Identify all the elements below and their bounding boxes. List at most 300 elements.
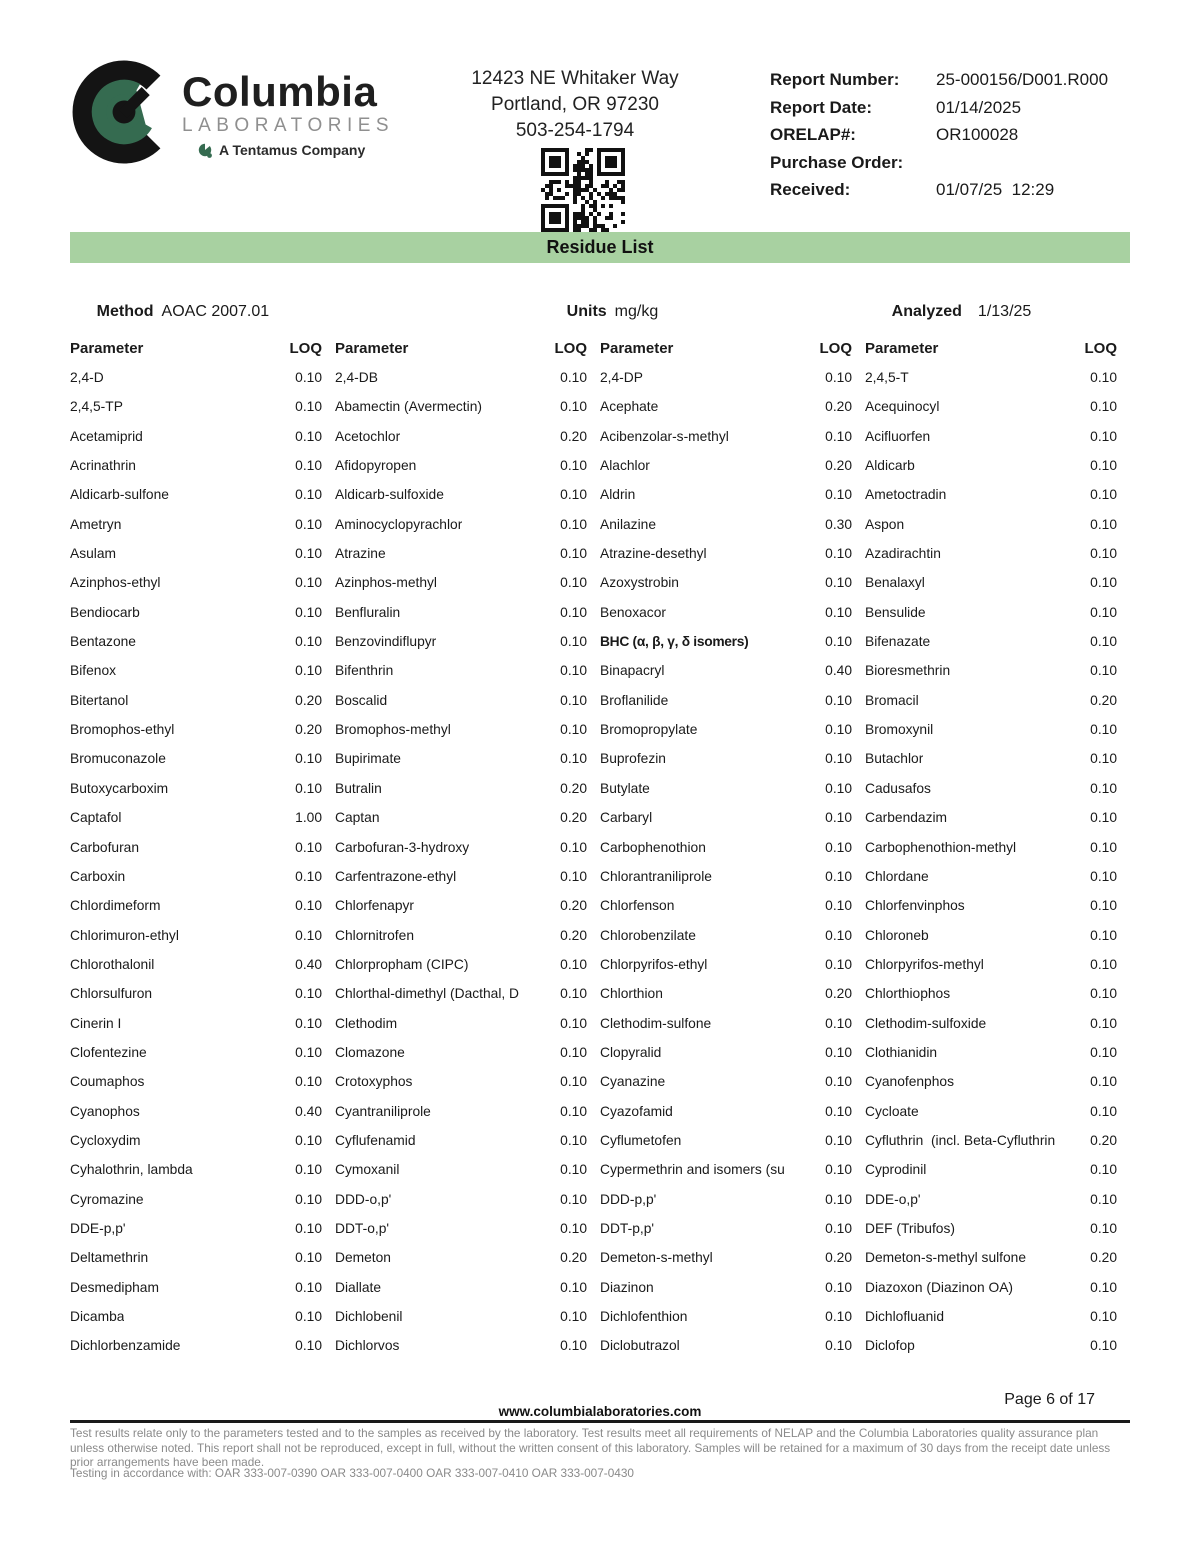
parameter-name: Clopyralid bbox=[600, 1044, 662, 1060]
table-row bbox=[865, 810, 1117, 839]
parameter-name: Chlorfenapyr bbox=[335, 898, 414, 914]
parameter-name: Chlorfenson bbox=[600, 898, 675, 914]
loq-value: 0.10 bbox=[825, 604, 852, 620]
table-row bbox=[865, 1338, 1117, 1367]
report-field-label: Received: bbox=[770, 180, 851, 199]
table-row bbox=[865, 751, 1117, 780]
qr-code bbox=[541, 148, 625, 232]
loq-value: 0.10 bbox=[295, 1338, 322, 1354]
table-row bbox=[865, 840, 1117, 869]
parameter-name: DDD-o,p' bbox=[335, 1191, 392, 1207]
parameter-name: Acequinocyl bbox=[865, 399, 940, 415]
loq-value: 0.10 bbox=[295, 986, 322, 1002]
loq-value: 0.10 bbox=[825, 634, 852, 650]
table-row bbox=[865, 605, 1117, 634]
parameter-name: Diazoxon (Diazinon OA) bbox=[865, 1279, 1013, 1295]
parameter-name: Cyflufenamid bbox=[335, 1132, 416, 1148]
loq-value: 0.20 bbox=[1090, 692, 1117, 708]
loq-value: 0.10 bbox=[1090, 370, 1117, 385]
table-row bbox=[335, 634, 587, 663]
website-text: www.columbialaboratories.com bbox=[498, 1404, 702, 1419]
parameter-name: Cyazofamid bbox=[600, 1103, 673, 1119]
table-row bbox=[70, 1162, 322, 1191]
loq-value: 0.10 bbox=[560, 839, 587, 855]
table-row bbox=[70, 751, 322, 780]
table-row bbox=[865, 517, 1117, 546]
table-row bbox=[335, 1338, 587, 1367]
table-row bbox=[70, 429, 322, 458]
loq-value: 0.10 bbox=[295, 1074, 322, 1090]
table-row bbox=[600, 1280, 852, 1309]
parameter-name: Cyfluthrin (incl. Beta-Cyfluthrin bbox=[865, 1132, 1056, 1148]
column-header-row bbox=[70, 340, 322, 370]
report-field-label: Report Number: bbox=[770, 70, 900, 89]
parameter-name: Chlorthiophos bbox=[865, 986, 951, 1002]
table-row bbox=[335, 840, 587, 869]
report-info bbox=[770, 70, 1108, 208]
table-row bbox=[70, 458, 322, 487]
table-row bbox=[600, 575, 852, 604]
loq-value: 0.10 bbox=[825, 722, 852, 738]
loq-value: 0.10 bbox=[560, 634, 587, 650]
parameter-name: DDD-p,p' bbox=[600, 1191, 657, 1207]
parameter-name: Chlorpyrifos-methyl bbox=[865, 956, 984, 972]
parameter-name: Boscalid bbox=[335, 692, 388, 708]
loq-value: 0.10 bbox=[1090, 1220, 1117, 1236]
loq-value: 0.10 bbox=[560, 546, 587, 562]
table-row bbox=[865, 1133, 1117, 1162]
loq-value: 0.10 bbox=[825, 1162, 852, 1178]
parameter-name: 2,4-DP bbox=[600, 370, 643, 385]
parameter-name: Bendiocarb bbox=[70, 604, 140, 620]
parameter-name: Desmedipham bbox=[70, 1279, 159, 1295]
parameter-name: Aldicarb-sulfoxide bbox=[335, 487, 444, 503]
loq-value: 0.20 bbox=[560, 428, 587, 444]
loq-value: 0.10 bbox=[1090, 546, 1117, 562]
parameter-name: Azoxystrobin bbox=[600, 575, 679, 591]
parameter-name: Bitertanol bbox=[70, 692, 129, 708]
table-row bbox=[600, 1016, 852, 1045]
loq-value: 0.40 bbox=[295, 1103, 322, 1119]
leaf-icon bbox=[198, 143, 213, 158]
column-header-row bbox=[335, 340, 587, 370]
parameter-name: Anilazine bbox=[600, 516, 656, 532]
loq-value: 0.10 bbox=[295, 663, 322, 679]
report-info-row bbox=[770, 98, 1108, 126]
loq-value: 0.10 bbox=[825, 868, 852, 884]
report-info-row bbox=[770, 153, 1108, 181]
column-header-row bbox=[865, 340, 1117, 370]
table-row bbox=[335, 1192, 587, 1221]
report-field-label: ORELAP#: bbox=[770, 125, 856, 144]
parameter-name: Clethodim-sulfoxide bbox=[865, 1015, 987, 1031]
parameter-name: Bifenthrin bbox=[335, 663, 394, 679]
loq-value: 0.10 bbox=[825, 546, 852, 562]
table-row bbox=[600, 781, 852, 810]
parameter-name: Cycloate bbox=[865, 1103, 919, 1119]
residue-column-1 bbox=[70, 340, 322, 1368]
table-row bbox=[600, 546, 852, 575]
loq-value: 0.10 bbox=[560, 663, 587, 679]
table-row bbox=[600, 487, 852, 516]
table-row bbox=[335, 898, 587, 927]
loq-value: 0.10 bbox=[560, 575, 587, 591]
parameter-name: 2,4,5-T bbox=[865, 370, 909, 385]
table-row bbox=[865, 1016, 1117, 1045]
loq-value: 0.10 bbox=[560, 370, 587, 385]
parameter-name: Cymoxanil bbox=[335, 1162, 400, 1178]
table-row bbox=[70, 928, 322, 957]
loq-value: 0.40 bbox=[825, 663, 852, 679]
table-row bbox=[865, 928, 1117, 957]
report-field-label: Report Date: bbox=[770, 97, 873, 117]
parameter-name: Captan bbox=[335, 810, 380, 826]
loq-value: 0.10 bbox=[825, 692, 852, 708]
parameter-name: Cyanophos bbox=[70, 1103, 140, 1119]
parameter-name: DDT-p,p' bbox=[600, 1220, 655, 1236]
loq-value: 0.10 bbox=[1090, 1015, 1117, 1031]
loq-value: 0.10 bbox=[295, 575, 322, 591]
loq-value: 0.10 bbox=[825, 839, 852, 855]
parameter-name: Cypermethrin and isomers (su bbox=[600, 1162, 785, 1178]
parameter-name: Dichlobenil bbox=[335, 1309, 403, 1324]
table-row bbox=[865, 1309, 1117, 1338]
table-row bbox=[335, 429, 587, 458]
parameter-name: Demeton-s-methyl sulfone bbox=[865, 1250, 1027, 1266]
loq-value: 0.10 bbox=[560, 751, 587, 767]
parameter-name: Cyromazine bbox=[70, 1191, 144, 1207]
residue-list-banner: Residue List bbox=[70, 232, 1130, 263]
loq-value: 0.10 bbox=[825, 1279, 852, 1295]
parameter-name: Coumaphos bbox=[70, 1074, 145, 1090]
table-row bbox=[70, 986, 322, 1015]
loq-value: 0.10 bbox=[295, 458, 322, 474]
parameter-name: Clomazone bbox=[335, 1044, 405, 1060]
loq-value: 0.10 bbox=[1090, 399, 1117, 415]
table-row bbox=[335, 957, 587, 986]
loq-value: 0.10 bbox=[1090, 458, 1117, 474]
table-row bbox=[600, 957, 852, 986]
table-row bbox=[70, 487, 322, 516]
parameter-name: Chlorfenvinphos bbox=[865, 898, 965, 914]
table-row bbox=[70, 399, 322, 428]
residue-column-4 bbox=[865, 340, 1117, 1368]
table-row bbox=[335, 781, 587, 810]
parameter-name: Chlorthion bbox=[600, 986, 663, 1002]
table-row bbox=[335, 928, 587, 957]
parameter-name: Clofentezine bbox=[70, 1044, 147, 1060]
loq-value: 0.10 bbox=[825, 1103, 852, 1119]
loq-value: 0.10 bbox=[295, 546, 322, 562]
loq-value: 0.10 bbox=[825, 1074, 852, 1090]
table-row bbox=[335, 693, 587, 722]
table-row bbox=[600, 429, 852, 458]
table-row bbox=[70, 1309, 322, 1338]
parameter-name: Aspon bbox=[865, 516, 905, 532]
loq-value: 0.10 bbox=[825, 1015, 852, 1031]
parameter-name: Dicamba bbox=[70, 1309, 125, 1324]
parameter-name: Cadusafos bbox=[865, 780, 931, 796]
table-row bbox=[70, 1016, 322, 1045]
loq-value: 0.10 bbox=[825, 1044, 852, 1060]
loq-value: 0.10 bbox=[1090, 1279, 1117, 1295]
loq-value: 0.10 bbox=[1090, 868, 1117, 884]
parameter-name: Cyprodinil bbox=[865, 1162, 927, 1178]
loq-value: 0.10 bbox=[295, 1132, 322, 1148]
loq-value: 0.10 bbox=[1090, 1074, 1117, 1090]
lab-address bbox=[433, 66, 717, 144]
parameter-name: Captafol bbox=[70, 810, 122, 826]
parameter-name: DDE-o,p' bbox=[865, 1191, 921, 1207]
report-info-row bbox=[770, 70, 1108, 98]
table-row bbox=[600, 634, 852, 663]
parameter-name: Chlorobenzilate bbox=[600, 927, 696, 943]
table-row bbox=[70, 869, 322, 898]
loq-value: 0.10 bbox=[1090, 663, 1117, 679]
parameter-name: Aldicarb-sulfone bbox=[70, 487, 169, 503]
table-row bbox=[335, 1309, 587, 1338]
parameter-name: Bifenox bbox=[70, 663, 117, 679]
residue-column-2 bbox=[335, 340, 587, 1368]
parameter-name: Cyanazine bbox=[600, 1074, 666, 1090]
loq-value: 0.10 bbox=[560, 1044, 587, 1060]
loq-value: 0.10 bbox=[1090, 898, 1117, 914]
table-row bbox=[70, 957, 322, 986]
loq-value: 0.10 bbox=[825, 370, 852, 385]
parameter-name: Diclobutrazol bbox=[600, 1338, 680, 1354]
parameter-name: Butachlor bbox=[865, 751, 924, 767]
header-logo bbox=[72, 60, 394, 164]
table-row bbox=[600, 928, 852, 957]
loq-value: 0.20 bbox=[1090, 1250, 1117, 1266]
loq-value: 0.10 bbox=[1090, 1044, 1117, 1060]
table-row bbox=[865, 986, 1117, 1015]
analyzed-value: 1/13/25 bbox=[977, 303, 1032, 320]
loq-value: 0.10 bbox=[825, 751, 852, 767]
table-row bbox=[70, 1045, 322, 1074]
table-row bbox=[70, 1192, 322, 1221]
parameter-name: Chlorantraniliprole bbox=[600, 868, 712, 884]
loq-value: 0.10 bbox=[560, 1103, 587, 1119]
residue-column-3 bbox=[600, 340, 852, 1368]
table-row bbox=[865, 957, 1117, 986]
parameter-name: Butralin bbox=[335, 780, 382, 796]
loq-value: 0.10 bbox=[1090, 927, 1117, 943]
table-row bbox=[865, 1104, 1117, 1133]
parameter-name: Cyflumetofen bbox=[600, 1132, 682, 1148]
table-row bbox=[600, 869, 852, 898]
loq-value: 0.10 bbox=[825, 1220, 852, 1236]
table-row bbox=[600, 517, 852, 546]
parameter-name: Chlorsulfuron bbox=[70, 986, 153, 1002]
loq-value: 0.20 bbox=[560, 780, 587, 796]
method-field bbox=[70, 285, 269, 339]
loq-value: 0.10 bbox=[1090, 634, 1117, 650]
address-line-1: 12423 NE Whitaker Way bbox=[471, 68, 679, 89]
column-header-parameter: Parameter bbox=[335, 340, 409, 357]
loq-value: 0.10 bbox=[1090, 986, 1117, 1002]
disclaimer-text: Test results relate only to the parameters tested and to the samples as received by the laboratory. Test results meet all requirements of NELAP and the Columbia Laboratories quality assurance plan unless otherwise noted. This report shall not be reproduced, except in full, without the written consent of this laboratory. Samples will be retained for a maximum of 30 days from the receipt date unless prior arrangements have been made. bbox=[70, 1426, 1111, 1470]
loq-value: 0.10 bbox=[295, 1044, 322, 1060]
loq-value: 0.10 bbox=[295, 604, 322, 620]
parameter-name: Acifluorfen bbox=[865, 428, 931, 444]
loq-value: 0.10 bbox=[560, 1132, 587, 1148]
parameter-name: Carbophenothion bbox=[600, 839, 706, 855]
loq-value: 0.10 bbox=[560, 692, 587, 708]
loq-value: 0.10 bbox=[560, 1220, 587, 1236]
loq-value: 0.10 bbox=[1090, 956, 1117, 972]
loq-value: 0.10 bbox=[295, 1309, 322, 1324]
loq-value: 0.10 bbox=[825, 956, 852, 972]
parameter-name: Carbofuran-3-hydroxy bbox=[335, 839, 470, 855]
table-row bbox=[70, 898, 322, 927]
loq-value: 0.10 bbox=[295, 1279, 322, 1295]
parameter-name: Benfluralin bbox=[335, 604, 401, 620]
parameter-name: Buprofezin bbox=[600, 751, 666, 767]
loq-value: 0.20 bbox=[560, 927, 587, 943]
loq-value: 0.20 bbox=[825, 1250, 852, 1266]
parameter-name: Bromopropylate bbox=[600, 722, 698, 738]
parameter-name: Diclofop bbox=[865, 1338, 915, 1354]
page-number: Page 6 of 17 bbox=[1004, 1391, 1095, 1408]
parameter-name: Diallate bbox=[335, 1279, 382, 1295]
loq-value: 0.10 bbox=[560, 1162, 587, 1178]
parameter-name: Acephate bbox=[600, 399, 659, 415]
loq-value: 0.10 bbox=[1090, 722, 1117, 738]
report-field-value: 01/14/2025 bbox=[936, 97, 1022, 117]
table-row bbox=[600, 399, 852, 428]
loq-value: 0.10 bbox=[1090, 516, 1117, 532]
parameter-name: Carbendazim bbox=[865, 810, 948, 826]
loq-value: 0.10 bbox=[825, 810, 852, 826]
loq-value: 0.10 bbox=[1090, 780, 1117, 796]
parameter-name: Bromophos-ethyl bbox=[70, 722, 175, 738]
parameter-name: Cinerin I bbox=[70, 1015, 122, 1031]
loq-value: 0.10 bbox=[825, 898, 852, 914]
parameter-name: Dichlorbenzamide bbox=[70, 1338, 181, 1354]
loq-value: 0.10 bbox=[295, 898, 322, 914]
loq-value: 0.10 bbox=[295, 780, 322, 796]
accordance-text: Testing in accordance with: OAR 333-007-0390 OAR 333-007-0400 OAR 333-007-0410 OAR 333-007-0430 bbox=[70, 1466, 634, 1480]
table-row bbox=[600, 1250, 852, 1279]
table-row bbox=[70, 517, 322, 546]
parameter-name: Chlordane bbox=[865, 868, 929, 884]
analyzed-field bbox=[865, 285, 1031, 339]
parameter-name: Aldrin bbox=[600, 487, 636, 503]
table-row bbox=[600, 370, 852, 399]
parameter-name: Acrinathrin bbox=[70, 458, 136, 474]
analyzed-label: Analyzed bbox=[891, 303, 962, 320]
report-field-value: 25-000156/D001.R000 bbox=[936, 70, 1109, 89]
column-header-loq: LOQ bbox=[819, 340, 852, 357]
table-row bbox=[70, 575, 322, 604]
table-row bbox=[865, 458, 1117, 487]
parameter-name: Carbofuran bbox=[70, 839, 140, 855]
table-row bbox=[70, 546, 322, 575]
table-row bbox=[865, 546, 1117, 575]
loq-value: 0.20 bbox=[295, 722, 322, 738]
loq-value: 0.10 bbox=[1090, 604, 1117, 620]
table-row bbox=[865, 1045, 1117, 1074]
table-row bbox=[70, 1221, 322, 1250]
table-row bbox=[335, 487, 587, 516]
loq-value: 0.10 bbox=[825, 1338, 852, 1354]
table-row bbox=[335, 1221, 587, 1250]
column-header-parameter: Parameter bbox=[600, 340, 674, 357]
table-row bbox=[865, 898, 1117, 927]
parameter-name: Bentazone bbox=[70, 634, 136, 650]
loq-value: 0.40 bbox=[295, 956, 322, 972]
table-row bbox=[865, 869, 1117, 898]
loq-value: 0.10 bbox=[825, 1132, 852, 1148]
loq-value: 0.10 bbox=[295, 487, 322, 503]
loq-value: 0.10 bbox=[1090, 751, 1117, 767]
parameter-name: Diazinon bbox=[600, 1279, 654, 1295]
loq-value: 0.20 bbox=[825, 458, 852, 474]
parameter-name: 2,4-DB bbox=[335, 370, 378, 385]
loq-value: 0.10 bbox=[295, 370, 322, 385]
report-field-label: Purchase Order: bbox=[770, 152, 904, 172]
table-row bbox=[70, 810, 322, 839]
parameter-name: Abamectin (Avermectin) bbox=[335, 399, 482, 415]
table-row bbox=[600, 810, 852, 839]
loq-value: 0.10 bbox=[295, 868, 322, 884]
table-row bbox=[335, 399, 587, 428]
loq-value: 0.10 bbox=[825, 927, 852, 943]
table-row bbox=[865, 399, 1117, 428]
loq-value: 0.10 bbox=[825, 780, 852, 796]
units-field bbox=[540, 285, 658, 339]
table-row bbox=[865, 575, 1117, 604]
loq-value: 0.10 bbox=[295, 634, 322, 650]
loq-value: 0.10 bbox=[560, 868, 587, 884]
parameter-name: Crotoxyphos bbox=[335, 1074, 413, 1090]
column-header-loq: LOQ bbox=[1084, 340, 1117, 357]
table-row bbox=[865, 634, 1117, 663]
loq-value: 0.10 bbox=[295, 1191, 322, 1207]
tagline-text: A Tentamus Company bbox=[219, 142, 366, 158]
parameter-name: Dichlofluanid bbox=[865, 1309, 944, 1324]
report-info-row bbox=[770, 180, 1108, 208]
loq-value: 0.20 bbox=[560, 810, 587, 826]
brand-name: Columbia bbox=[182, 68, 378, 115]
column-header-loq: LOQ bbox=[289, 340, 322, 357]
table-row bbox=[865, 370, 1117, 399]
column-header-loq: LOQ bbox=[554, 340, 587, 357]
loq-value: 0.10 bbox=[560, 1338, 587, 1354]
table-row bbox=[600, 751, 852, 780]
table-row bbox=[600, 840, 852, 869]
parameter-name: Chlorpropham (CIPC) bbox=[335, 956, 469, 972]
parameter-name: Chlorthal-dimethyl (Dacthal, D bbox=[335, 986, 520, 1002]
parameter-name: DDE-p,p' bbox=[70, 1220, 126, 1236]
table-row bbox=[70, 634, 322, 663]
loq-value: 0.10 bbox=[560, 399, 587, 415]
units-label: Units bbox=[566, 303, 607, 320]
parameter-name: Bupirimate bbox=[335, 751, 401, 767]
parameter-name: Carbaryl bbox=[600, 810, 653, 826]
loq-value: 0.10 bbox=[825, 1309, 852, 1324]
table-row bbox=[865, 781, 1117, 810]
parameter-name: Bifenazate bbox=[865, 634, 931, 650]
table-row bbox=[70, 1338, 322, 1367]
table-row bbox=[70, 1250, 322, 1279]
loq-value: 0.10 bbox=[295, 839, 322, 855]
parameter-name: Ametoctradin bbox=[865, 487, 947, 503]
table-row bbox=[600, 1162, 852, 1191]
parameter-name: Bensulide bbox=[865, 604, 926, 620]
loq-value: 0.10 bbox=[1090, 487, 1117, 503]
